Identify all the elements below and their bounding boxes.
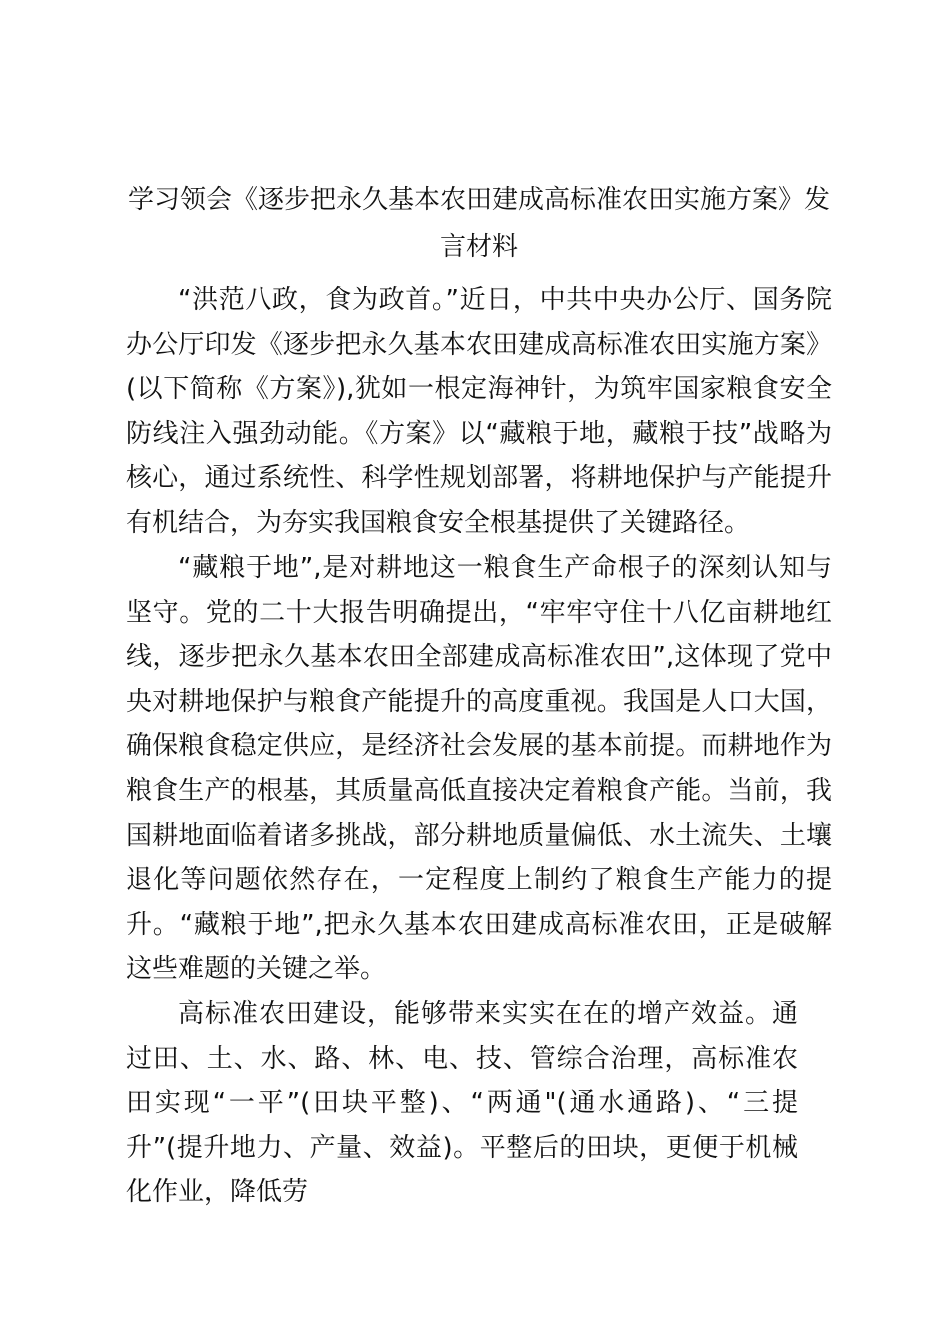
document-title: 学习领会《逐步把永久基本农田建成高标准农田实施方案》发言材料 (127, 185, 830, 262)
paragraph-1: “洪范八政，食为政首。”近日，中共中央办公厅、国务院办公厅印发《逐步把永久基本农田建成高标准农田实施方案》(以下简称《方案》),犹如一根定海神针，为筑牢国家粮食安全防线注入强劲动能。《方案》以“藏粮于地，藏粮于技”战略为核心，通过系统性、科学性规划部署，将耕地保护与产能提升有机结合，为夯实我国粮食安全根基提供了关键路径。 (126, 285, 832, 538)
paragraph-3: 高标准农田建设，能够带来实实在在的增产效益。通过田、土、水、路、林、电、技、管综合治理，高标准农田实现“一平”(田块平整)、“两通"(通水通路)、“三提升”(提升地力、产量、效益)。平整后的田块，更便于机械化作业，降低劳 (126, 999, 798, 1208)
paragraph-2: “藏粮于地”,是对耕地这一粮食生产命根子的深刻认知与坚守。党的二十大报告明确提出，“牢牢守住十八亿亩耕地红线，逐步把永久基本农田全部建成高标准农田”,这体现了党中央对耕地保护与粮食产能提升的高度重视。我国是人口大国，确保粮食稳定供应，是经济社会发展的基本前提。而耕地作为粮食生产的根基，其质量高低直接决定着粮食产能。当前，我国耕地面临着诸多挑战，部分耕地质量偏低、水土流失、土壤退化等问题依然存在，一定程度上制约了粮食生产能力的提升。“藏粮于地”,把永久基本农田建成高标准农田，正是破解这些难题的关键之举。 (126, 553, 832, 985)
